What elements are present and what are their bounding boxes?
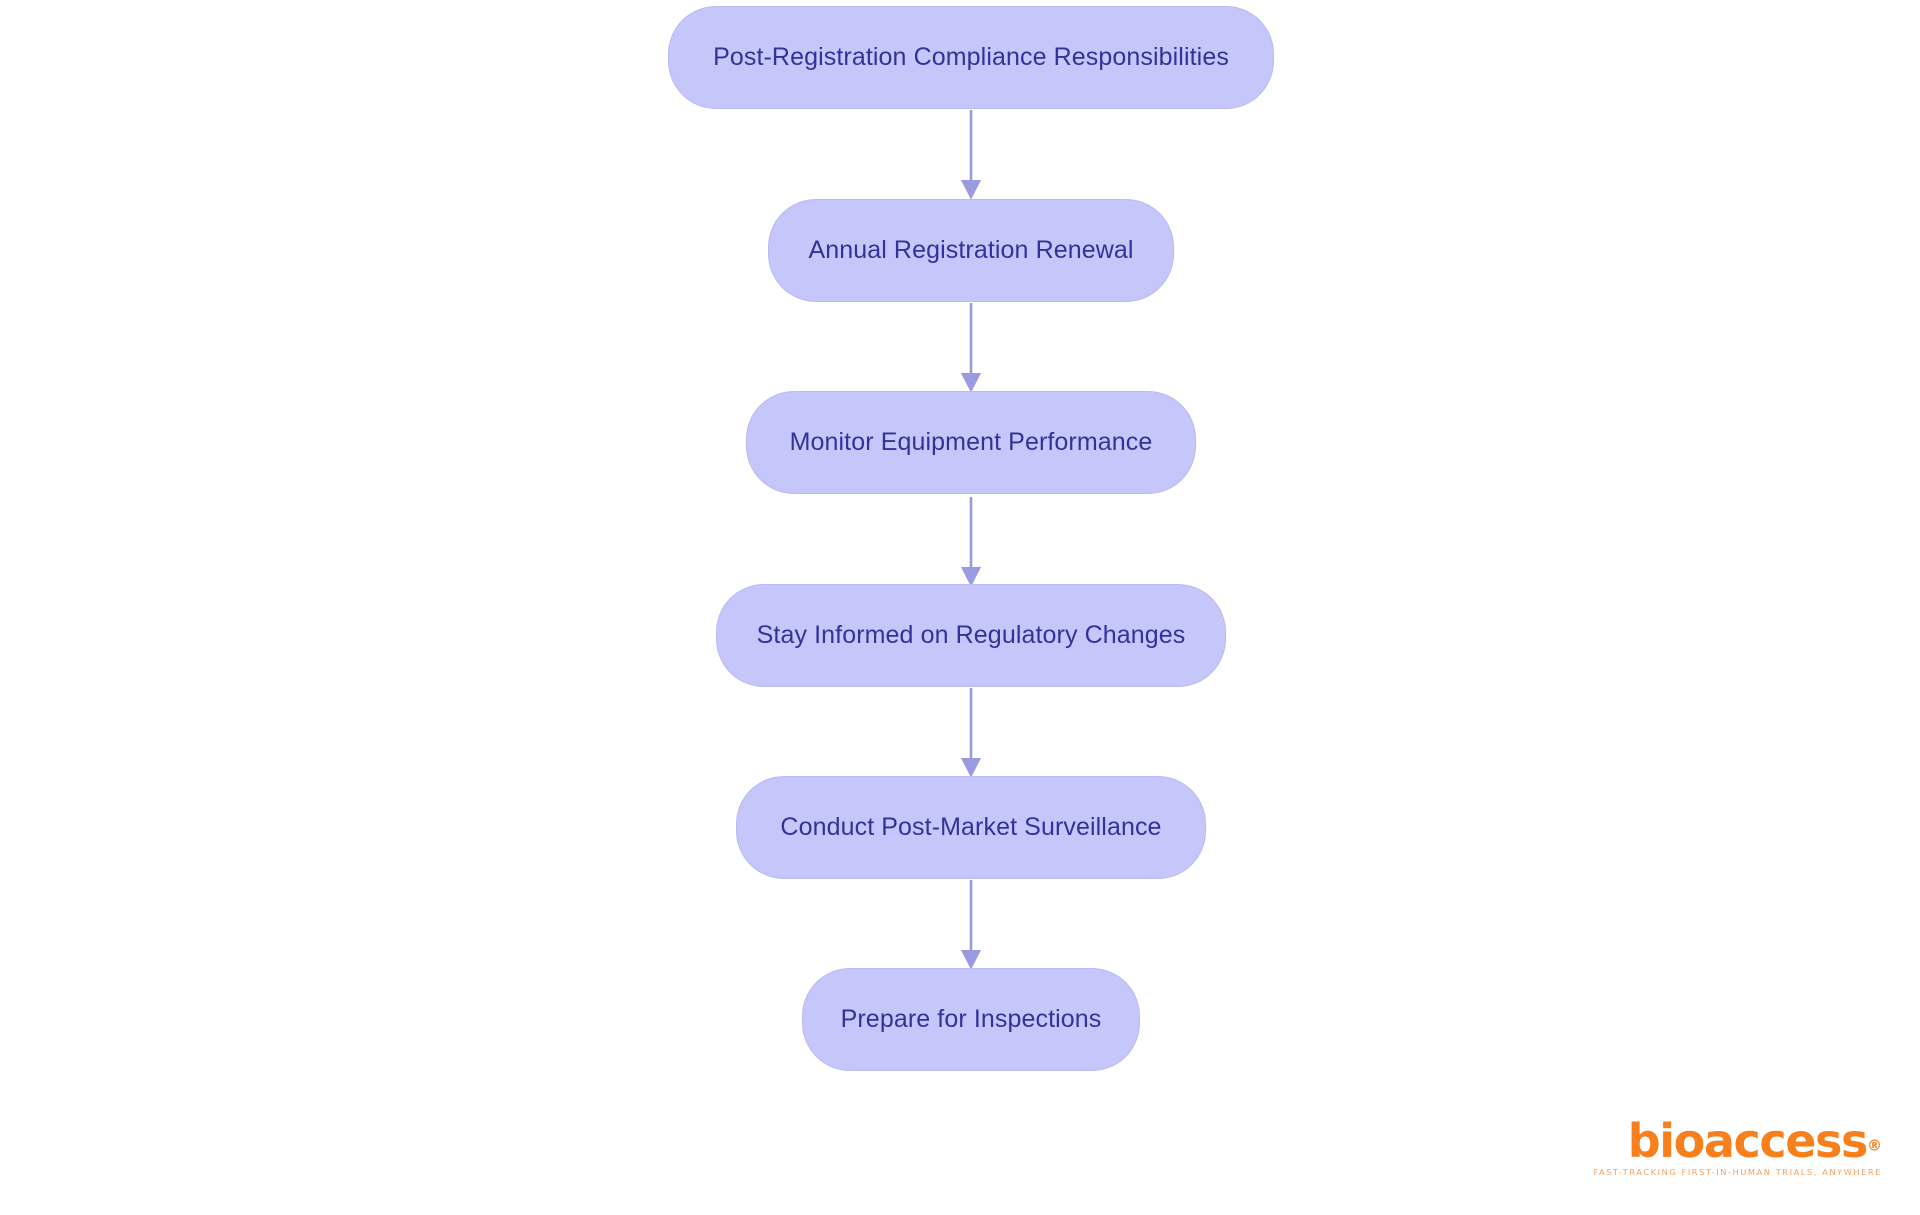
brand-tagline: FAST-TRACKING FIRST-IN-HUMAN TRIALS, ANYWHERE (1593, 1167, 1882, 1177)
flow-node-prepare-for-inspections[interactable] (802, 968, 1140, 1071)
flow-node-label: Prepare for Inspections (840, 1005, 1102, 1033)
brand-wordmark: bioaccess (1627, 1114, 1867, 1168)
flow-node-label: Post-Registration Compliance Responsibilities (713, 43, 1229, 71)
flow-node-stay-informed-on-regulatory-changes[interactable] (716, 584, 1226, 687)
flow-node-label: Conduct Post-Market Surveillance (780, 813, 1162, 841)
flow-node-post-registration-compliance-responsibilities[interactable] (668, 6, 1274, 109)
flow-node-annual-registration-renewal[interactable] (768, 199, 1174, 302)
bioaccess-logo (1593, 1114, 1882, 1177)
flow-node-label: Monitor Equipment Performance (789, 428, 1153, 456)
registered-trademark-icon: ® (1867, 1136, 1882, 1155)
flow-node-monitor-equipment-performance[interactable] (746, 391, 1196, 494)
flow-node-label: Annual Registration Renewal (808, 236, 1134, 264)
flow-node-conduct-post-market-surveillance[interactable] (736, 776, 1206, 879)
flow-node-label: Stay Informed on Regulatory Changes (756, 621, 1186, 649)
